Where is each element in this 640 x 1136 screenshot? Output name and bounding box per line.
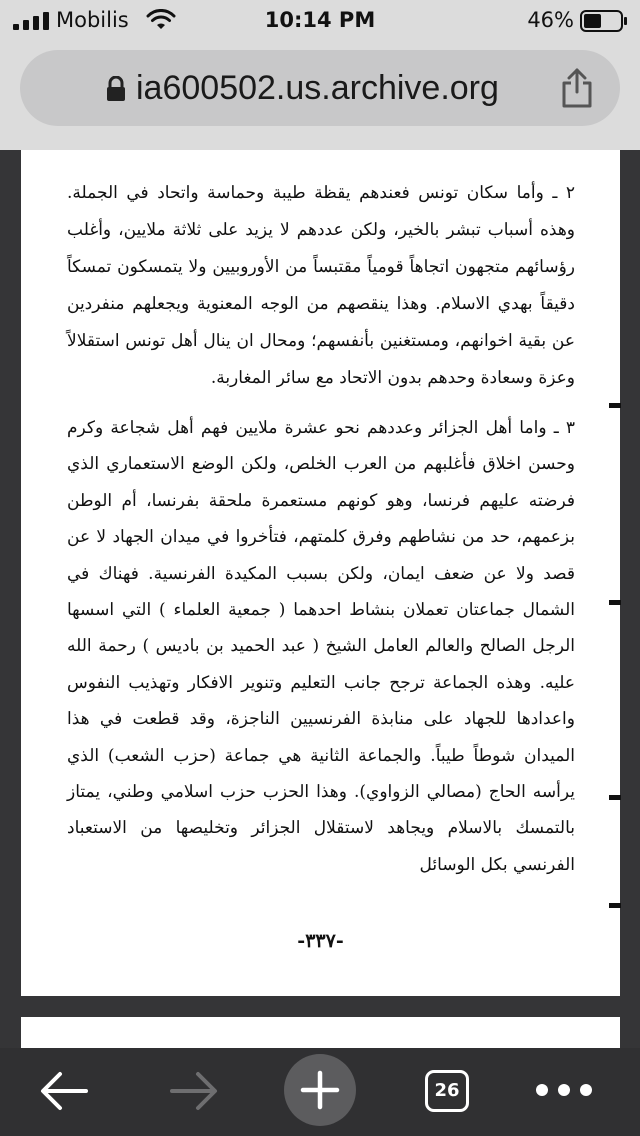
paragraph-algeria: ٣ ـ واما أهل الجزائر وعددهم نحو عشرة ملايين فهم أهل شجاعة وكرم وحسن اخلاق فأغلبهم من العرب الخلص، ولكن الوضع الاستعماري الذي فرضته عليهم فرنسا، وهو كونهم مستعمرة ملحقة بفرنسا، أم الوطن بزعمهم، حد من نشاطهم وفرق كلمتهم، فتأخروا في ميدان الجهاد لا عن قصد ولا عن ضعف ايمان، ولكن بسبب المكيدة الفرنسية. فهناك في الشمال جماعتان تعملان بنشاط احدهما ( جمعية العلماء ) التي اسسها الرجل الصالح والعالم العامل الشيخ ( عبد الحميد بن باديس ) رحمة الله عليه. وهذه الجماعة ترجح جانب التعليم وتنوير الافكار وتهذيب النفوس واعدادها للجهاد على منابذة الفرنسيين الناجزة، وقد قطعت في هذا الميدان شوطاً طيباً. والجماعة الثانية هي جماعة (حزب الشعب) الذي يرأسه الحاج (مصالي الزواوي). وهذا الحزب حزب اسلامي وطني، يمتاز بالتمسك بالاسلام ويجاهد لاستقلال الجزائر وتخليصها من الاستعباد الفرنسي بكل الوسائل: [67, 418, 575, 875]
plus-icon: [300, 1070, 340, 1110]
paragraph-tunisia: ٢ ـ وأما سكان تونس فعندهم يقظة طيبة وحماسة واتحاد في الجملة. وهذه أسباب تبشر بالخير، ولكن عددهم لا يزيد على ثلاثة ملايين، وأغلب رؤسائهم متجهون اتجاهاً قومياً مقتبساً من الأوروبيين ولا يتمسكون تمسكاً دقيقاً بهدي الاسلام. وهذا ينقصهم من الوجه المعنوية ويجعلهم منفردين عن بقية اخوانهم، ومستغنين بأنفسهم؛ ومحال ان ينال أهل تونس استقلالاً وعزة وسعادة وحدهم بدون الاتحاد مع سائر المغاربة.: [67, 183, 575, 388]
arrow-left-icon: [36, 1068, 92, 1114]
new-tab-button[interactable]: [284, 1054, 356, 1126]
page-number: -٣٣٧-: [297, 930, 344, 952]
arrow-right-icon: [166, 1068, 222, 1114]
browser-address-area: [0, 40, 640, 150]
battery-icon: [580, 10, 628, 32]
book-text: [67, 175, 575, 883]
margin-mark: [609, 903, 621, 908]
margin-mark: [609, 600, 621, 605]
margin-mark: [609, 795, 621, 800]
browser-toolbar: [0, 1048, 640, 1136]
address-bar[interactable]: [20, 50, 620, 126]
more-dots-icon: [532, 1080, 596, 1100]
status-bar: [0, 0, 640, 40]
lock-icon: [106, 76, 126, 102]
forward-button[interactable]: [166, 1068, 222, 1114]
tab-switcher-button[interactable]: 26: [425, 1070, 469, 1112]
more-menu-button[interactable]: [532, 1080, 596, 1100]
carrier-name: Mobilis: [56, 8, 129, 32]
back-button[interactable]: [36, 1068, 92, 1114]
margin-mark: [609, 403, 621, 408]
book-page: [21, 150, 620, 996]
share-icon[interactable]: [560, 68, 594, 108]
url-text: ia600502.us.archive.org: [136, 69, 499, 107]
clock: 10:14 PM: [264, 8, 376, 32]
battery-percentage: 46%: [527, 8, 574, 32]
